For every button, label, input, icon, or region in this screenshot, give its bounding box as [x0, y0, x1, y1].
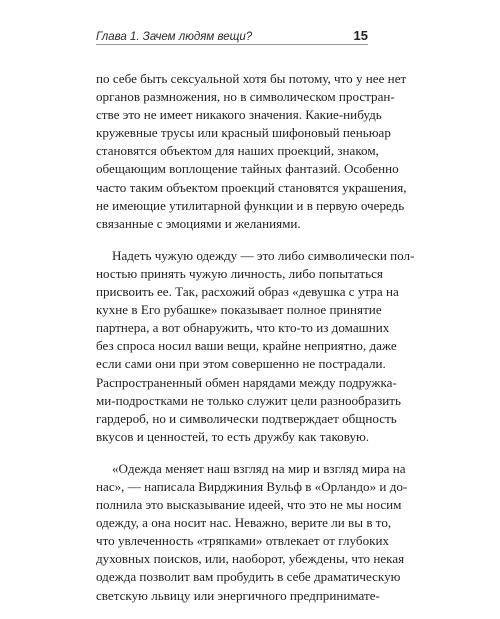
- text-line: обещающим воплощение тайных фантазий. Особенно: [96, 161, 399, 177]
- text-line: стве это не имеет никакого значения. Какие-нибудь: [96, 107, 382, 123]
- text-line: органов размножения, но в символическом простран-: [96, 89, 395, 105]
- text-line: без спроса носил ваши вещи, крайне неприятно, даже: [96, 338, 397, 354]
- text-line: духовных поисков, или, наоборот, убеждены, что некая: [96, 551, 405, 567]
- text-line: нас», — написала Вирджиния Вульф в «Орландо» и до-: [96, 478, 408, 494]
- paragraph: [96, 460, 408, 605]
- text-line: становятся объектом для наших проекций, знаком,: [96, 143, 379, 159]
- text-line: кухне в Его рубашке» показывает полное принятие: [96, 302, 382, 318]
- text-line: партнера, а вот обнаружить, что кто-то из домашних: [96, 320, 390, 336]
- text-line: не имеющие утилитарной функции и в первую очередь: [96, 197, 405, 213]
- page-number: 15: [353, 28, 368, 43]
- paragraph: [96, 70, 407, 233]
- text-line: гардероб, но и символически подтверждает общность: [96, 410, 397, 426]
- text-line: по себе быть сексуальной хотя бы потому, что у нее нет: [96, 71, 407, 86]
- text-line: одежду, а она носит нас. Неважно, верите ли вы в то,: [96, 515, 392, 531]
- paragraph: [96, 247, 415, 446]
- text-line: если сами они при этом совершенно не пострадали.: [96, 356, 386, 372]
- body-text: [96, 70, 415, 619]
- running-header: [96, 28, 368, 43]
- header-divider: [96, 44, 368, 45]
- text-line: ми-подростками не только служит цели разнообразить: [96, 392, 401, 408]
- text-line: полнила это высказывание идеей, что это не мы носим: [96, 497, 402, 513]
- text-line: присвоить ее. Так, расхожий образ «девушка с утра на: [96, 284, 399, 300]
- text-line: часто таким объектом проекций становятся украшения,: [96, 179, 407, 195]
- text-line: Надеть чужую одежду — это либо символически пол-: [112, 247, 415, 263]
- text-line: Распространенный обмен нарядами между подружка-: [96, 374, 397, 390]
- text-line: кружевные трусы или красный шифоновый пеньюар: [96, 125, 391, 141]
- text-line: светскую львицу или энергичного предпринимате-: [96, 587, 380, 603]
- text-line: одежда позволит вам пробудить в себе драматическую: [96, 569, 401, 585]
- text-line: «Одежда меняет наш взгляд на мир и взгляд мира на: [112, 460, 406, 476]
- text-line: вкусов и ценностей, то есть дружбу как таковую.: [96, 428, 370, 444]
- text-line: связанные с эмоциями и желаниями.: [96, 215, 301, 231]
- chapter-title: Глава 1. Зачем людям вещи?: [96, 31, 253, 43]
- text-line: что увлеченность «тряпками» отвлекает от глубоких: [96, 533, 390, 549]
- text-line: ностью принять чужую личность, либо попытаться: [96, 265, 383, 281]
